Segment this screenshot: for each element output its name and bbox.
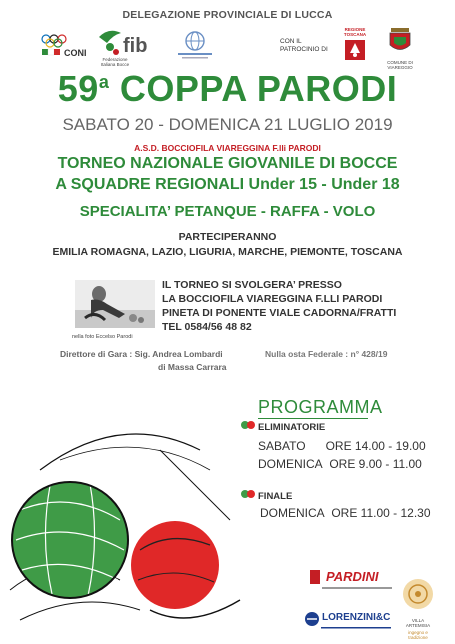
fib-logo [95, 27, 165, 67]
fib-subtitle: Federazione Italiana Bocce [100, 57, 130, 67]
schedule-time: ORE 9.00 - 11.00 [329, 457, 422, 471]
race-director: Direttore di Gara : Sig. Andrea Lombardi [60, 349, 223, 359]
photo-eccelso-parodi [75, 280, 155, 328]
comune-viareggio-crest [380, 27, 420, 70]
fib-label: fib [123, 35, 148, 57]
schedule-day: SABATO [258, 439, 306, 453]
delegation-heading: DELEGAZIONE PROVINCIALE DI LUCCA [122, 9, 333, 21]
eliminatorie-label: ELIMINATORIE [258, 422, 326, 433]
participants-list: EMILIA ROMAGNA, LAZIO, LIGURIA, MARCHE, PIEMONTE, TOSCANA [52, 246, 403, 258]
organizer: A.S.D. BOCCIOFILA VIAREGGINA F.lli PARODI [134, 143, 321, 153]
programma-divider [258, 418, 368, 419]
bocce-balls-icon [240, 489, 256, 499]
schedule-time: ORE 11.00 - 12.30 [331, 506, 431, 520]
finale-label: FINALE [258, 491, 293, 502]
race-director-origin: di Massa Carrara [158, 362, 227, 372]
sponsor-pardini [310, 568, 392, 590]
sponsor-lorenzini [303, 609, 393, 633]
villa-label: VILLA ARTEMISIA [405, 618, 431, 628]
venue-line2: LA BOCCIOFILA VIAREGGINA F.LLI PARODI [162, 293, 383, 305]
coni-label: CONI [64, 48, 87, 58]
coni-logo [38, 27, 90, 63]
villa-tagline: ingegno e tradizione [408, 630, 428, 640]
federation-globe-logo [170, 27, 220, 63]
title-number: 59 [57, 68, 99, 109]
venue-line3: PINETA DI PONENTE VIALE CADORNA/FRATTI [162, 307, 397, 319]
schedule-row-sabato [258, 439, 426, 453]
participants-title: PARTECIPERANNO [178, 231, 277, 243]
specialties: SPECIALITA’ PETANQUE - RAFFA - VOLO [79, 203, 376, 220]
lorenzini-label: LORENZINI&C [322, 612, 391, 623]
programma-title: PROGRAMMA [258, 397, 383, 417]
event-title [0, 68, 455, 110]
event-dates: SABATO 20 - DOMENICA 21 LUGLIO 2019 [62, 115, 393, 134]
sponsor-villa-artemisia [401, 577, 435, 640]
schedule-row-finale [260, 506, 431, 520]
bocce-balls-illustration [0, 390, 270, 644]
venue-line1: IL TORNEO SI SVOLGERA’ PRESSO [162, 279, 342, 291]
schedule-day: DOMENICA [260, 506, 325, 520]
title-superscript: a [98, 72, 110, 92]
pardini-label: PARDINI [326, 569, 379, 584]
tournament-title-line1: TORNEO NAZIONALE GIOVANILE DI BOCCE [57, 155, 398, 172]
patronage-label: CON IL PATROCINIO DI [280, 38, 328, 53]
schedule-row-domenica [258, 457, 422, 471]
photo-caption: nella foto Eccelso Parodi [72, 334, 133, 340]
comune-label: COMUNE DI VIAREGGIO [387, 60, 413, 70]
venue-phone: TEL 0584/56 48 82 [162, 321, 252, 333]
regione-toscana-logo [338, 27, 372, 68]
schedule-day: DOMENICA [258, 457, 323, 471]
title-text: COPPA PARODI [119, 68, 398, 109]
schedule-time: ORE 14.00 - 19.00 [325, 439, 426, 453]
venue-block [162, 278, 396, 334]
nulla-osta: Nulla osta Federale : n° 428/19 [265, 349, 388, 359]
tournament-title-line2: A SQUADRE REGIONALI Under 15 - Under 18 [55, 176, 400, 193]
regione-label: REGIONE TOSCANA [343, 27, 367, 37]
bocce-balls-icon [240, 420, 256, 430]
